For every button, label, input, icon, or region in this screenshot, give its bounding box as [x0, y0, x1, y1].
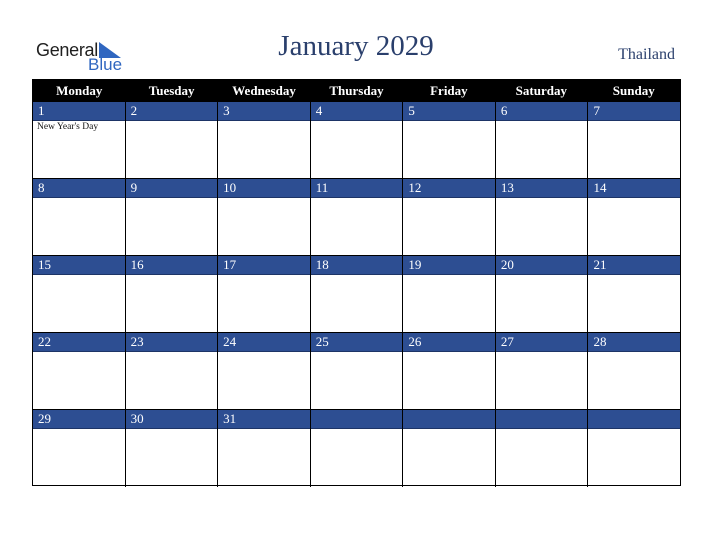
day-cell — [496, 410, 589, 487]
day-cell — [403, 256, 496, 333]
day-number — [588, 410, 680, 429]
day-cell — [218, 102, 311, 179]
day-cell — [588, 410, 680, 487]
calendar-title: January 2029 — [278, 30, 434, 62]
weekday-saturday: Saturday — [515, 83, 567, 98]
day-number: 12 — [403, 179, 495, 198]
day-number: 8 — [33, 179, 125, 198]
day-cell — [33, 102, 126, 179]
week-row-2 — [33, 179, 680, 256]
weekday-thursday: Thursday — [329, 83, 384, 98]
day-number: 1 — [33, 102, 125, 121]
day-number: 13 — [496, 179, 588, 198]
day-number: 14 — [588, 179, 680, 198]
week-row-5 — [33, 410, 680, 487]
day-cell — [126, 102, 219, 179]
day-number: 6 — [496, 102, 588, 121]
day-cell — [33, 333, 126, 410]
day-cell — [126, 333, 219, 410]
day-cell — [33, 179, 126, 256]
day-cell — [33, 256, 126, 333]
country-label: Thailand — [618, 46, 675, 63]
holiday-label: New Year's Day — [37, 122, 99, 132]
day-cell — [311, 333, 404, 410]
day-number: 27 — [496, 333, 588, 352]
day-number: 16 — [126, 256, 218, 275]
day-cell — [311, 256, 404, 333]
day-number — [403, 410, 495, 429]
day-number: 24 — [218, 333, 310, 352]
day-cell — [403, 179, 496, 256]
brand-name-blue: Blue — [88, 55, 123, 74]
day-number: 23 — [126, 333, 218, 352]
day-number: 29 — [33, 410, 125, 429]
day-number: 20 — [496, 256, 588, 275]
day-cell — [403, 333, 496, 410]
day-cell — [311, 410, 404, 487]
calendar-grid — [32, 79, 681, 486]
week-row-4 — [33, 333, 680, 410]
weekday-friday: Friday — [430, 83, 468, 98]
day-cell — [496, 333, 589, 410]
weekday-monday: Monday — [56, 83, 103, 98]
weekday-wednesday: Wednesday — [232, 83, 296, 98]
day-number: 15 — [33, 256, 125, 275]
day-number: 18 — [311, 256, 403, 275]
day-number: 22 — [33, 333, 125, 352]
day-cell — [588, 256, 680, 333]
day-cell — [403, 102, 496, 179]
day-number: 30 — [126, 410, 218, 429]
day-number: 26 — [403, 333, 495, 352]
day-cell — [126, 179, 219, 256]
day-number: 11 — [311, 179, 403, 198]
day-cell — [218, 410, 311, 487]
day-number: 10 — [218, 179, 310, 198]
weekday-tuesday: Tuesday — [148, 83, 195, 98]
day-number: 4 — [311, 102, 403, 121]
day-number: 7 — [588, 102, 680, 121]
day-number: 17 — [218, 256, 310, 275]
weekday-sunday: Sunday — [612, 83, 655, 98]
day-cell — [33, 410, 126, 487]
day-cell — [588, 179, 680, 256]
day-number: 19 — [403, 256, 495, 275]
day-cell — [218, 333, 311, 410]
day-number: 9 — [126, 179, 218, 198]
day-number: 25 — [311, 333, 403, 352]
day-number: 3 — [218, 102, 310, 121]
week-row-1 — [33, 102, 680, 179]
day-number — [496, 410, 588, 429]
day-number: 2 — [126, 102, 218, 121]
brand-name-general: General — [36, 40, 98, 60]
day-cell — [126, 256, 219, 333]
day-number: 31 — [218, 410, 310, 429]
day-number: 28 — [588, 333, 680, 352]
day-cell — [588, 333, 680, 410]
day-cell — [496, 102, 589, 179]
day-cell — [403, 410, 496, 487]
day-cell — [311, 102, 404, 179]
day-cell — [126, 410, 219, 487]
weekday-header-row — [33, 80, 680, 102]
day-cell — [496, 179, 589, 256]
day-number: 21 — [588, 256, 680, 275]
day-number — [311, 410, 403, 429]
day-cell — [311, 179, 404, 256]
day-number: 5 — [403, 102, 495, 121]
day-cell — [218, 256, 311, 333]
day-cell — [218, 179, 311, 256]
day-cell — [588, 102, 680, 179]
day-cell — [496, 256, 589, 333]
week-row-3 — [33, 256, 680, 333]
